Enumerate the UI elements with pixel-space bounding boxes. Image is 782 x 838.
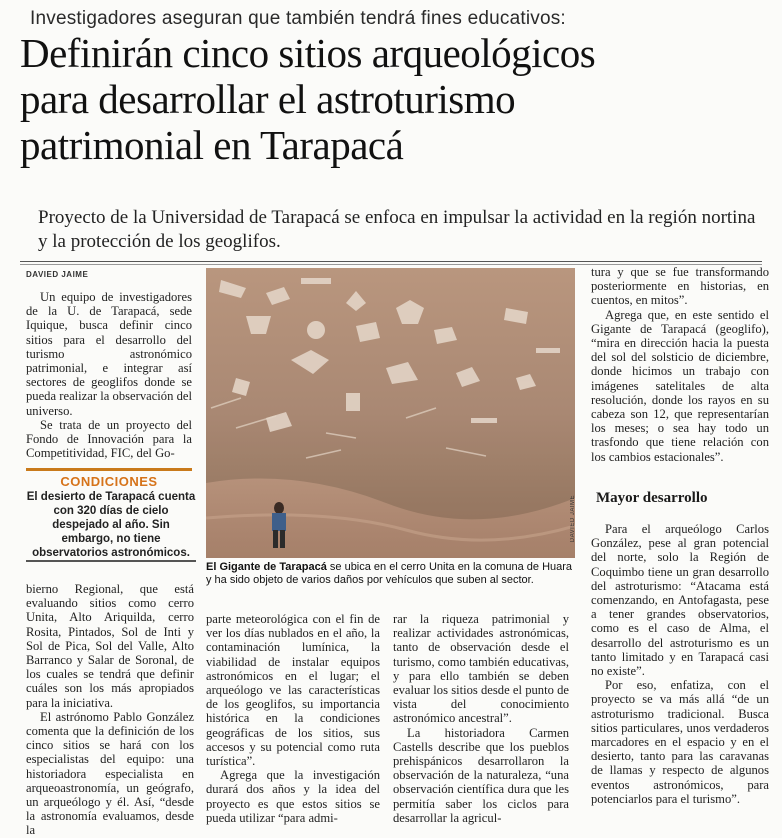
paragraph: parte meteorológica con el fin de ver los días nublados en el año, la contaminación lumínica, la viabilidad de instalar equipos astronómicos en el lugar; el arqueólogo ve las características de los geoglifos, su importancia histórica en la condiciones geográficas de los sitios, sus accesos y su potencial como ruta turística”. xyxy=(206,612,380,769)
headline xyxy=(20,30,770,168)
column-4 xyxy=(591,265,769,464)
headline-line-1: Definirán cinco sitios arqueológicos xyxy=(20,30,596,76)
photo-caption xyxy=(206,561,578,587)
sidebar-divider xyxy=(26,560,196,562)
divider xyxy=(20,261,762,262)
column-1 xyxy=(26,290,192,460)
paragraph: Para el arqueólogo Carlos González, pese al gran potencial del norte, solo la Región de Coquimbo tiene un gran desarrollo del astroturismo: “Atacama está comenzando, en Antofagasta, pese a tener grandes observatorios, como es el caso de Alma, el desarrollo del astroturismo es un tanto limitado y en Tarapacá casi no existe”. xyxy=(591,522,769,679)
paragraph: Por eso, enfatiza, con el proyecto se va más allá “de un astroturismo tradicional. Busca sitios particulares, unos verdaderos marcadores en el espacio y en el desierto, tanto para las caravanas de llamas y respecto de algunos eventos astronómicos, para potenciarlos para el turismo”. xyxy=(591,678,769,806)
paragraph: Agrega que, en este sentido el Gigante de Tarapacá (geoglifo), “mira en dirección hacia la puesta del sol del solsticio de diciembre, donde hicimos un trabajo con imágenes satelitales de alta resolución, donde los rayos en su cabeza son 12, que representarían los meses; o sea hay todo un trasfondo que tiene relación con los cambios estacionales”. xyxy=(591,307,769,464)
column-4-continued xyxy=(591,522,769,806)
photo-geoglyphs xyxy=(206,268,575,558)
paragraph: tura y que se fue transformando posteriormente en historias, en cuentos, en mitos”. xyxy=(591,265,769,308)
geoglyph-hillside-image xyxy=(206,268,575,558)
caption-text: se ubica en el cerro Unita en la comuna de Huara y ha sido objeto de varios daños por vehículos que suben al sector. xyxy=(206,561,573,586)
paragraph: La historiadora Carmen Castells describe que los pueblos prehispánicos desarrollaron la observación de la naturaleza, “una observación científica dura que les permitía saber los ciclos para desarrollar la agricul- xyxy=(393,725,569,825)
photo-credit: DAVIED JAIME xyxy=(570,495,576,543)
column-3 xyxy=(393,612,569,825)
paragraph: Se trata de un proyecto del Fondo de Innovación para la Competitividad, FIC, del Go- xyxy=(26,417,192,461)
column-2 xyxy=(206,612,380,825)
headline-line-3: patrimonial en Tarapacá xyxy=(20,122,404,168)
paragraph: El astrónomo Pablo González comenta que la definición de los cinco sitios se hará con los especialistas del equipo: una historiadora especialista en arqueoastronomía, un geógrafo, un arqueólogo y él. Así, “desde la astronomía evaluamos, desde la xyxy=(26,709,194,838)
subheading: Mayor desarrollo xyxy=(596,490,708,506)
paragraph: Agrega que la investigación durará dos años y la idea del proyecto es que estos sitios se pueda utilizar “para admi- xyxy=(206,768,380,825)
headline-line-2: para desarrollar el astroturismo xyxy=(20,76,516,122)
sidebar-title: CONDICIONES xyxy=(60,474,158,489)
sidebar-text: El desierto de Tarapacá cuenta con 320 días de cielo despejado al año. Sin embargo, no tiene observatorios astronómicos. xyxy=(26,491,196,559)
byline: DAVIED JAIME xyxy=(26,270,89,279)
paragraph: rar la riqueza patrimonial y realizar actividades astronómicas, tanto de observación desde el turismo, como también educativas, y para ello también se deben evaluar los sitios desde el punto de vista del conocimiento astronómico ancestral”. xyxy=(393,612,569,726)
kicker: Investigadores aseguran que también tendrá fines educativos: xyxy=(30,8,566,29)
caption-bold: El Gigante de Tarapacá xyxy=(206,561,327,573)
deck: Proyecto de la Universidad de Tarapacá se enfoca en impulsar la actividad en la región nortina y la protección de los geoglifos. xyxy=(38,207,756,252)
column-1-continued xyxy=(26,582,194,838)
paragraph: bierno Regional, que está evaluando sitios como cerro Unita, Alto Ariquilda, cerro Rosita, Pintados, Sol de Inti y Sol de Pica, Sol del Valle, Alto Barranco y Salar de Soronal, de los cuales se tendrá que definir cuáles son los más apropiados para la iniciativa. xyxy=(26,582,194,710)
paragraph: Un equipo de investigadores de la U. de Tarapacá, sede Iquique, busca definir cinco sitios para el desarrollo del turismo astronómico patrimonial, e integrar así sectores de geoglifos donde se pueda realizar la observación del universo. xyxy=(26,290,192,418)
